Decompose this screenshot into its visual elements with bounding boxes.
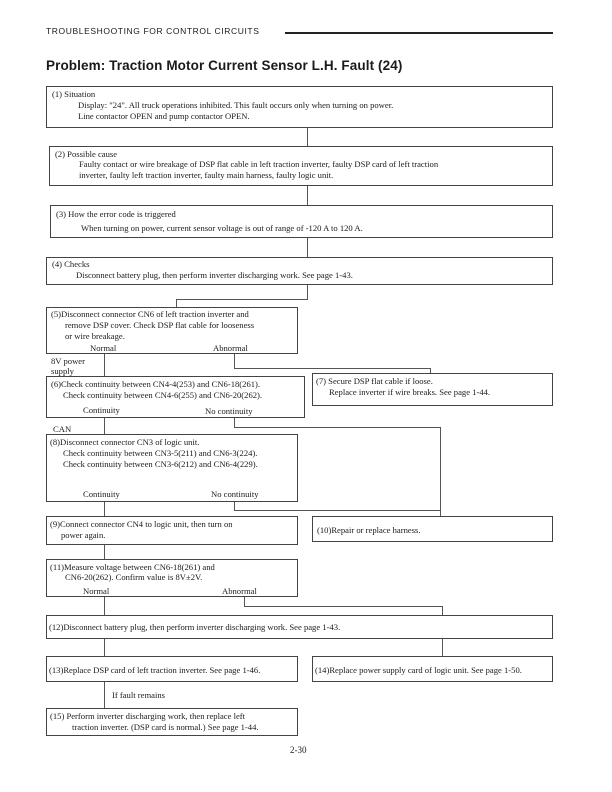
step-8-line-3: Check continuity between CN3-6(212) and CN6-4(229).	[63, 459, 258, 469]
connector-line	[442, 639, 443, 656]
power-supply-label-line-2: supply	[51, 366, 74, 376]
step-7-line-2: Replace inverter if wire breaks. See page 1-44.	[329, 387, 491, 397]
step-4-line-1: Disconnect battery plug, then perform inverter discharging work. See page 1-43.	[76, 270, 353, 280]
step-11-measure-voltage	[46, 559, 298, 597]
step-1-line-1: Display: "24". All truck operations inhibited. This fault occurs only when turning on power.	[78, 100, 394, 110]
step-2-line-2: inverter, faulty left traction inverter, faulty main harness, faulty logic unit.	[79, 170, 334, 180]
page-title: Problem: Traction Motor Current Sensor L.H. Fault (24)	[46, 58, 403, 73]
step-13-line-1: (13)Replace DSP card of left traction inverter. See page 1-46.	[49, 665, 261, 675]
step-11-line-1: (11)Measure voltage between CN6-18(261) and	[50, 562, 215, 572]
header-rule	[285, 32, 553, 34]
connector-line	[104, 418, 105, 434]
connector-line	[104, 502, 105, 516]
step-11-abnormal-label: Abnormal	[222, 586, 257, 596]
can-label: CAN	[53, 424, 72, 434]
step-15-line-2: traction inverter. (DSP card is normal.) See page 1-44.	[72, 722, 259, 732]
step-8-continuity-label: Continuity	[83, 489, 120, 499]
step-5-line-1: (5)Disconnect connector CN6 of left traction inverter and	[51, 309, 249, 319]
step-2-heading: (2) Possible cause	[55, 149, 118, 159]
connector-line	[234, 354, 235, 368]
connector-line	[307, 285, 308, 299]
step-5-check-flat-cable	[46, 307, 298, 354]
step-5-abnormal-label: Abnormal	[213, 343, 248, 353]
connector-line	[104, 639, 105, 656]
connector-line	[104, 597, 105, 615]
fault-remains-label: If fault remains	[112, 690, 165, 700]
connector-line	[104, 354, 105, 376]
step-1-line-2: Line contactor OPEN and pump contactor OPEN.	[78, 111, 250, 121]
step-4-checks	[46, 257, 553, 285]
step-8-line-2: Check continuity between CN3-5(211) and CN6-3(224).	[63, 448, 258, 458]
step-5-normal-label: Normal	[90, 343, 117, 353]
connector-line	[307, 238, 308, 257]
connector-line	[440, 427, 441, 516]
step-2-line-1: Faulty contact or wire breakage of DSP flat cable in left traction inverter, faulty DSP card of left traction	[79, 159, 439, 169]
step-7-line-1: (7) Secure DSP flat cable if loose.	[316, 376, 433, 386]
step-4-heading: (4) Checks	[52, 259, 90, 269]
step-15-replace-inverter	[46, 708, 298, 736]
connector-line	[442, 606, 443, 615]
step-8-no-continuity-label: No continuity	[211, 489, 259, 499]
step-5-line-2: remove DSP cover. Check DSP flat cable for looseness	[65, 320, 255, 330]
connector-line	[234, 368, 430, 369]
connector-line	[234, 418, 235, 427]
step-6-line-1: (6)Check continuity between CN4-4(253) and CN6-18(261).	[51, 379, 261, 389]
step-14-line-1: (14)Replace power supply card of logic unit. See page 1-50.	[315, 665, 522, 675]
step-8-line-1: (8)Disconnect connector CN3 of logic unit.	[50, 437, 200, 447]
step-8-check-logic-unit	[46, 434, 298, 502]
step-12-discharge	[46, 615, 553, 639]
step-5-line-3: or wire breakage.	[65, 331, 125, 341]
connector-line	[307, 186, 308, 205]
step-2-possible-cause	[49, 146, 553, 186]
step-3-heading: (3) How the error code is triggered	[56, 209, 176, 219]
connector-line	[234, 502, 235, 510]
connector-line	[176, 299, 308, 300]
step-9-line-2: power again.	[61, 530, 106, 540]
connector-line	[176, 299, 177, 307]
step-1-situation	[46, 86, 553, 128]
connector-line	[234, 510, 440, 511]
connector-line	[234, 427, 440, 428]
step-3-line-1: When turning on power, current sensor voltage is out of range of -120 A to 120 A.	[81, 223, 363, 233]
step-1-heading: (1) Situation	[52, 89, 96, 99]
connector-line	[244, 606, 442, 607]
step-9-line-1: (9)Connect connector CN4 to logic unit, then turn on	[50, 519, 233, 529]
page-number: 2-30	[290, 745, 307, 755]
step-10-repair-harness	[312, 516, 553, 542]
connector-line	[104, 682, 105, 708]
step-10-line-1: (10)Repair or replace harness.	[317, 525, 421, 535]
step-13-replace-dsp-card	[46, 656, 298, 682]
section-header: TROUBLESHOOTING FOR CONTROL CIRCUITS	[46, 26, 260, 36]
step-7-secure-cable	[312, 373, 553, 406]
step-12-line-1: (12)Disconnect battery plug, then perform inverter discharging work. See page 1-43.	[49, 622, 341, 632]
connector-line	[244, 597, 245, 606]
connector-line	[104, 545, 105, 559]
step-15-line-1: (15) Perform inverter discharging work, then replace left	[50, 711, 246, 721]
step-6-check-continuity	[46, 376, 305, 418]
step-6-no-continuity-label: No continuity	[205, 406, 253, 416]
step-6-continuity-label: Continuity	[83, 405, 120, 415]
step-6-line-2: Check continuity between CN4-6(255) and CN6-20(262).	[63, 390, 263, 400]
step-14-replace-power-card	[312, 656, 553, 682]
step-9-reconnect-power	[46, 516, 298, 545]
step-11-line-2: CN6-20(262). Confirm value is 8V±2V.	[65, 572, 203, 582]
power-supply-label-line-1: 8V power	[51, 356, 85, 366]
step-11-normal-label: Normal	[83, 586, 110, 596]
step-3-trigger	[50, 205, 553, 238]
connector-line	[307, 128, 308, 146]
